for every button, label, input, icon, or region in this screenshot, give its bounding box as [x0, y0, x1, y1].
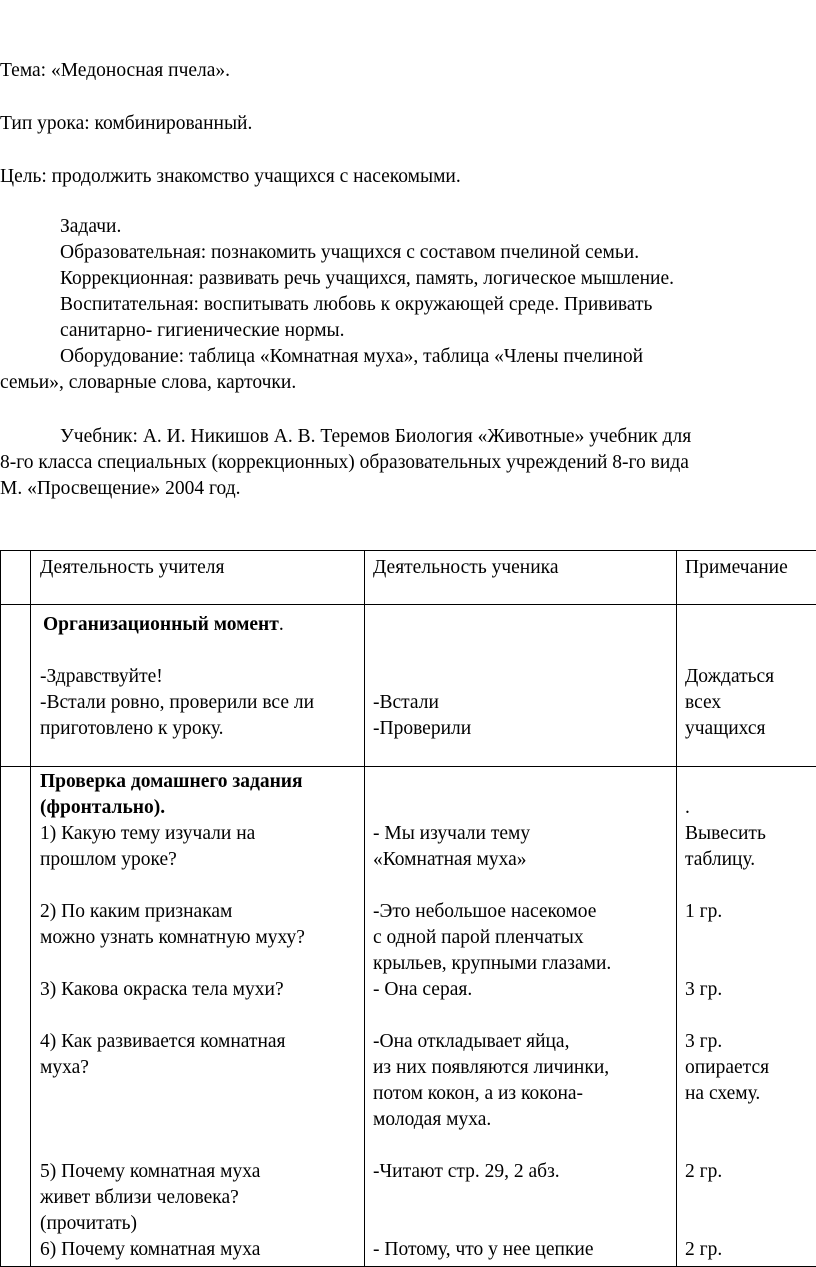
org-note-cell — [677, 605, 816, 767]
note-5: 2 гр. — [685, 1159, 816, 1185]
org-student-line-2: -Проверили — [373, 716, 676, 742]
answer-2-line-1: -Это небольшое насекомое — [373, 899, 676, 925]
note-4-line-3: на схему. — [685, 1081, 816, 1107]
answer-4-line-4: молодая муха. — [373, 1107, 676, 1133]
table-row — [1, 767, 816, 1267]
org-teacher-line-1: -Здравствуйте! — [40, 664, 364, 690]
answer-1-line-1: - Мы изучали тему — [373, 821, 676, 847]
tasks-title: Задачи. — [0, 214, 816, 240]
note-4-line-1: 3 гр. — [685, 1029, 816, 1055]
question-4-line-1: 4) Как развивается комнатная — [40, 1029, 364, 1055]
row-cell-blank — [1, 605, 31, 767]
header-teacher: Деятельность учителя — [31, 551, 365, 605]
textbook-line-3: М. «Просвещение» 2004 год. — [0, 476, 241, 502]
question-2-line-1: 2) По каким признакам — [40, 899, 364, 925]
homework-note-cell — [677, 767, 816, 1267]
homework-teacher-cell — [31, 767, 365, 1267]
org-teacher-line-3: приготовлено к уроку. — [40, 716, 364, 742]
note-6: 2 гр. — [685, 1237, 816, 1263]
homework-student-cell — [365, 767, 677, 1267]
answer-2-line-3: крыльев, крупными глазами. — [373, 951, 676, 977]
question-5-line-1: 5) Почему комнатная муха — [40, 1159, 364, 1185]
header-note: Примечание — [677, 551, 816, 605]
note-1-line-1: Вывесить — [685, 821, 816, 847]
lesson-table — [0, 550, 816, 1267]
note-1-line-2: таблицу. — [685, 847, 816, 873]
org-title: Организационный момент — [43, 614, 279, 635]
topic-line: Тема: «Медоносная пчела». — [0, 58, 230, 84]
answer-4-line-1: -Она откладывает яйца, — [373, 1029, 676, 1055]
question-5-line-3: (прочитать) — [40, 1211, 364, 1237]
question-6: 6) Почему комнатная муха — [40, 1237, 364, 1263]
homework-title-line-1: Проверка домашнего задания — [40, 769, 364, 795]
textbook-line-1: Учебник: А. И. Никишов А. В. Теремов Биология «Животные» учебник для — [60, 424, 691, 450]
task-correctional: Коррекционная: развивать речь учащихся, память, логическое мышление. — [0, 266, 816, 292]
answer-6: - Потому, что у нее цепкие — [373, 1237, 676, 1263]
answer-2-line-2: с одной парой пленчатых — [373, 925, 676, 951]
org-note-line-1: Дождаться — [685, 664, 816, 690]
answer-3: - Она серая. — [373, 977, 676, 1003]
answer-5: -Читают стр. 29, 2 абз. — [373, 1159, 676, 1185]
header-student: Деятельность ученика — [365, 551, 677, 605]
homework-title-line-2: (фронтально). — [40, 795, 364, 821]
table-row — [1, 605, 816, 767]
question-3: 3) Какова окраска тела мухи? — [40, 977, 364, 1003]
textbook-line-2: 8-го класса специальных (коррекционных) образовательных учреждений 8-го вида — [0, 450, 689, 476]
task-upbringing-line-2: санитарно- гигиенические нормы. — [0, 318, 816, 344]
header-cell-blank — [1, 551, 31, 605]
question-5-line-2: живет вблизи человека? — [40, 1185, 364, 1211]
tasks-block — [0, 214, 816, 396]
org-note-line-3: учащихся — [685, 716, 816, 742]
answer-1-line-2: «Комнатная муха» — [373, 847, 676, 873]
note-2: 1 гр. — [685, 899, 816, 925]
note-4-line-2: опирается — [685, 1055, 816, 1081]
org-teacher-cell — [31, 605, 365, 767]
answer-4-line-2: из них появляются личинки, — [373, 1055, 676, 1081]
question-4-line-2: муха? — [40, 1055, 364, 1081]
question-1-line-2: прошлом уроке? — [40, 847, 364, 873]
question-2-line-2: можно узнать комнатную муху? — [40, 925, 364, 951]
note-3: 3 гр. — [685, 977, 816, 1003]
org-student-line-1: -Встали — [373, 690, 676, 716]
table-header-row — [1, 551, 816, 605]
org-teacher-line-2: -Встали ровно, проверили все ли — [40, 690, 364, 716]
row-cell-blank — [1, 767, 31, 1267]
task-upbringing-line-1: Воспитательная: воспитывать любовь к окружающей среде. Прививать — [0, 292, 816, 318]
org-note-line-2: всех — [685, 690, 816, 716]
org-title-dot: . — [279, 614, 284, 635]
goal-line: Цель: продолжить знакомство учащихся с насекомыми. — [0, 164, 461, 190]
equipment-line-1: Оборудование: таблица «Комнатная муха», таблица «Члены пчелиной — [0, 344, 816, 370]
equipment-line-2: семьи», словарные слова, карточки. — [0, 370, 816, 396]
task-educational: Образовательная: познакомить учащихся с составом пчелиной семьи. — [0, 240, 816, 266]
org-student-cell — [365, 605, 677, 767]
lesson-type-line: Тип урока: комбинированный. — [0, 111, 252, 137]
homework-note-dot: . — [685, 795, 816, 821]
question-1-line-1: 1) Какую тему изучали на — [40, 821, 364, 847]
answer-4-line-3: потом кокон, а из кокона- — [373, 1081, 676, 1107]
